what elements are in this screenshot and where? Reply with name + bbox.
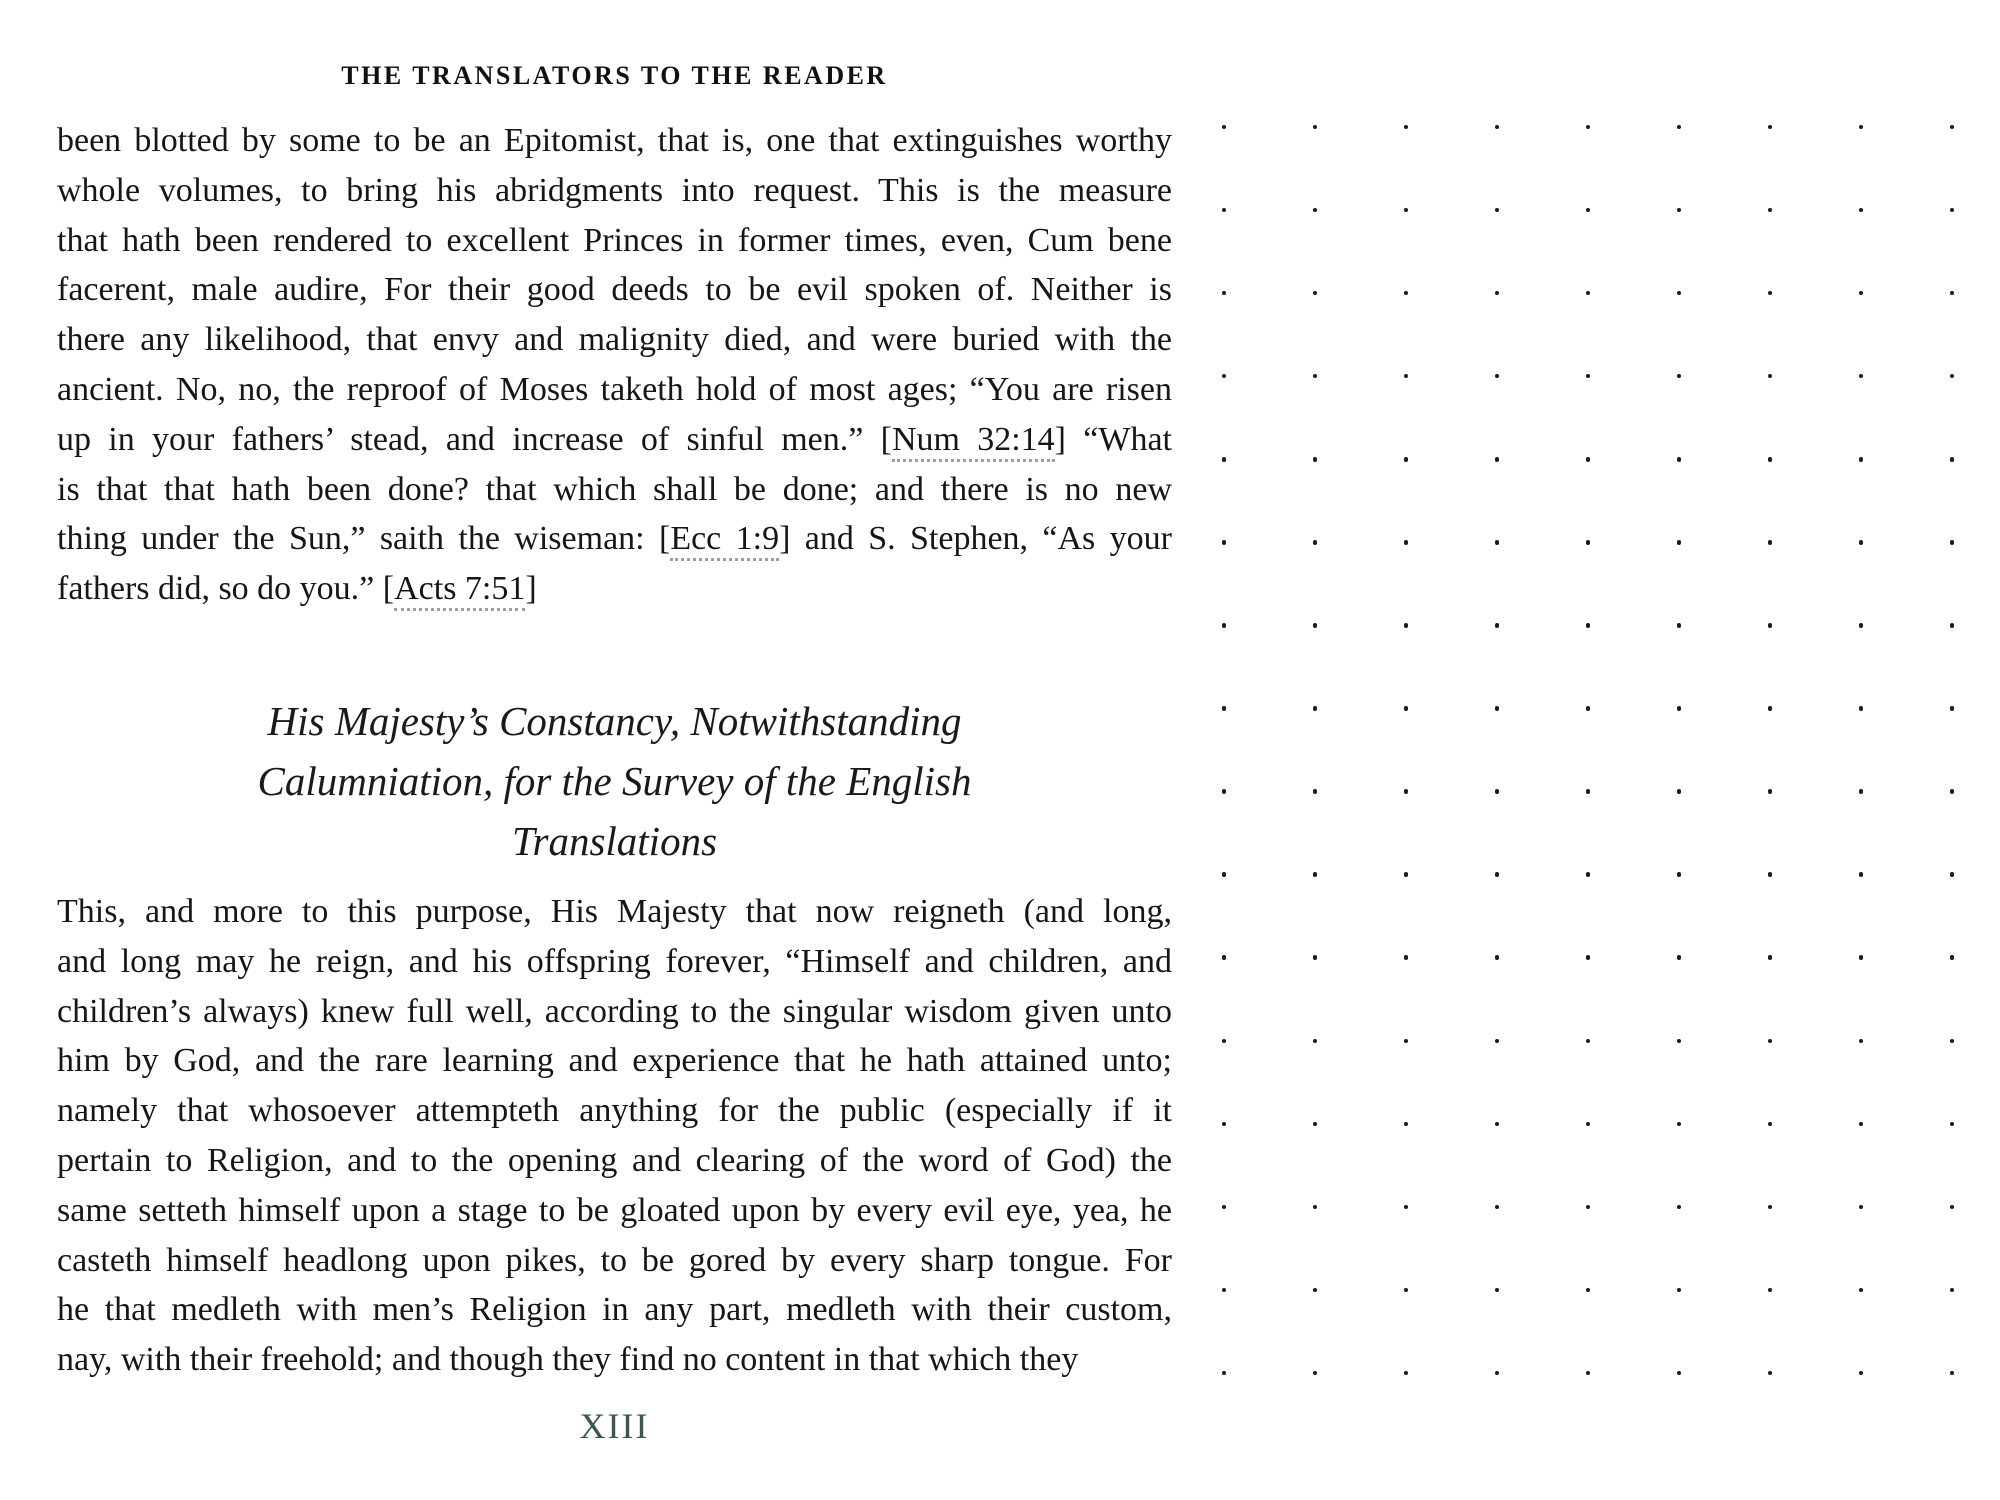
dot: [1768, 623, 1773, 628]
dot: [1404, 872, 1409, 877]
dot: [1586, 872, 1591, 877]
text-line: whole volumes, to bring his abridgments into request. This is the measure: [57, 171, 1172, 209]
text-line: facerent, male audire, For their good deeds to be evil spoken of. Neither is: [57, 271, 1172, 309]
dot: [1495, 1205, 1500, 1210]
dot: [1950, 789, 1955, 794]
dot: [1950, 125, 1955, 130]
dot: [1404, 540, 1409, 545]
dot: [1404, 208, 1409, 213]
dot: [1586, 1039, 1591, 1044]
scripture-ref-link[interactable]: Ecc 1:9: [670, 520, 779, 561]
dot: [1859, 872, 1864, 877]
dot: [1677, 872, 1682, 877]
dot: [1222, 1039, 1227, 1044]
dot: [1950, 706, 1955, 711]
dot: [1859, 457, 1864, 462]
scripture-ref-link[interactable]: Num 32:14: [892, 421, 1055, 462]
dot: [1677, 291, 1682, 296]
section-heading-line: Calumniation, for the Survey of the English: [257, 758, 972, 804]
dot: [1313, 1288, 1318, 1293]
dot: [1404, 706, 1409, 711]
dot: [1586, 208, 1591, 213]
dot: [1313, 706, 1318, 711]
text-line: namely that whosoever attempteth anything for the public (especially if it: [57, 1092, 1172, 1130]
dot: [1950, 540, 1955, 545]
section-heading: [57, 691, 1172, 871]
dot: [1313, 291, 1318, 296]
dot: [1222, 955, 1227, 960]
dot: [1586, 789, 1591, 794]
dot: [1586, 125, 1591, 130]
dot: [1859, 1039, 1864, 1044]
dot: [1404, 374, 1409, 379]
dot: [1950, 955, 1955, 960]
dot: [1768, 125, 1773, 130]
dot: [1495, 457, 1500, 462]
dot: [1950, 208, 1955, 213]
text-line: been blotted by some to be an Epitomist, that is, one that extinguishes worthy: [57, 122, 1172, 159]
dot: [1950, 1371, 1955, 1376]
dot: [1768, 540, 1773, 545]
dot: [1768, 208, 1773, 213]
dot: [1404, 1205, 1409, 1210]
dot: [1586, 291, 1591, 296]
dot: [1677, 706, 1682, 711]
dot: [1768, 1039, 1773, 1044]
dot: [1495, 872, 1500, 877]
dot: [1677, 374, 1682, 379]
dot: [1586, 955, 1591, 960]
dot: [1222, 125, 1227, 130]
dot: [1313, 1371, 1318, 1376]
dot: [1495, 1371, 1500, 1376]
dot: [1859, 125, 1864, 130]
dot: [1222, 1288, 1227, 1293]
dot: [1495, 291, 1500, 296]
dot: [1859, 374, 1864, 379]
dot: [1768, 1205, 1773, 1210]
dot: [1495, 540, 1500, 545]
text-line: him by God, and the rare learning and experience that he hath attained unto;: [57, 1042, 1172, 1080]
text-line: fathers did, so do you.” [Acts 7:51]: [57, 564, 1172, 614]
dot: [1222, 540, 1227, 545]
dot: [1404, 1122, 1409, 1127]
dot: [1404, 1288, 1409, 1293]
dot: [1768, 872, 1773, 877]
dot: [1495, 955, 1500, 960]
dot: [1677, 623, 1682, 628]
dot: [1495, 1122, 1500, 1127]
dot: [1313, 1205, 1318, 1210]
dot: [1313, 955, 1318, 960]
dot: [1313, 872, 1318, 877]
dot: [1859, 1205, 1864, 1210]
text-column: [57, 0, 1172, 1500]
text-line: ancient. No, no, the reproof of Moses taketh hold of most ages; “You are risen: [57, 370, 1172, 408]
dot: [1586, 1288, 1591, 1293]
dot: [1313, 789, 1318, 794]
dot: [1313, 125, 1318, 130]
dot: [1313, 623, 1318, 628]
dot: [1859, 1122, 1864, 1127]
text-line: is that that hath been done? that which shall be done; and there is no new: [57, 470, 1172, 508]
dot: [1495, 623, 1500, 628]
dot: [1313, 457, 1318, 462]
dot: [1859, 623, 1864, 628]
paragraph-1: [57, 116, 1172, 614]
dot: [1677, 1288, 1682, 1293]
dot: [1950, 457, 1955, 462]
dot: [1586, 540, 1591, 545]
dot: [1859, 208, 1864, 213]
dot: [1404, 955, 1409, 960]
dot: [1768, 374, 1773, 379]
dot: [1950, 623, 1955, 628]
dot: [1222, 1205, 1227, 1210]
text-line: up in your fathers’ stead, and increase of sinful men.” [Num 32:14] “What: [57, 415, 1172, 465]
section-heading-line: Translations: [511, 818, 718, 864]
paragraph-2: [57, 887, 1172, 1385]
dot: [1586, 1122, 1591, 1127]
dot: [1677, 125, 1682, 130]
dot: [1404, 125, 1409, 130]
dot: [1768, 789, 1773, 794]
dot: [1950, 872, 1955, 877]
dot: [1859, 1288, 1864, 1293]
dot: [1313, 540, 1318, 545]
dot: [1404, 457, 1409, 462]
dot: [1677, 1371, 1682, 1376]
dot: [1768, 706, 1773, 711]
dot: [1222, 1122, 1227, 1127]
dot: [1859, 1371, 1864, 1376]
dot: [1222, 706, 1227, 711]
dot: [1768, 955, 1773, 960]
dot: [1768, 457, 1773, 462]
dot: [1404, 291, 1409, 296]
dot: [1677, 208, 1682, 213]
dot: [1677, 955, 1682, 960]
text-line: This, and more to this purpose, His Majesty that now reigneth (and long,: [57, 893, 1172, 930]
dot: [1677, 1205, 1682, 1210]
dot: [1404, 789, 1409, 794]
dot: [1495, 706, 1500, 711]
dot: [1677, 789, 1682, 794]
dot: [1222, 457, 1227, 462]
dot: [1495, 208, 1500, 213]
dot: [1586, 457, 1591, 462]
text-line: pertain to Religion, and to the opening and clearing of the word of God) the: [57, 1141, 1172, 1179]
dot: [1404, 1039, 1409, 1044]
dot: [1404, 623, 1409, 628]
dot: [1950, 1205, 1955, 1210]
running-header: THE TRANSLATORS TO THE READER: [341, 61, 888, 90]
dot: [1313, 1039, 1318, 1044]
dot: [1950, 374, 1955, 379]
text-line: children’s always) knew full well, according to the singular wisdom given unto: [57, 992, 1172, 1030]
dot: [1859, 291, 1864, 296]
text-line: and long may he reign, and his offspring forever, “Himself and children, and: [57, 942, 1172, 980]
dot: [1950, 1039, 1955, 1044]
dot: [1859, 540, 1864, 545]
dot: [1495, 374, 1500, 379]
dot: [1768, 1288, 1773, 1293]
text-line: casteth himself headlong upon pikes, to be gored by every sharp tongue. For: [57, 1241, 1172, 1279]
dot: [1859, 789, 1864, 794]
dot: [1495, 125, 1500, 130]
dot: [1222, 623, 1227, 628]
text-line: nay, with their freehold; and though they find no content in that which they: [57, 1341, 1079, 1379]
dot: [1404, 1371, 1409, 1376]
text-line: same setteth himself upon a stage to be gloated upon by every evil eye, yea, he: [57, 1191, 1172, 1229]
dot: [1313, 374, 1318, 379]
text-line: he that medleth with men’s Religion in any part, medleth with their custom,: [57, 1291, 1172, 1329]
dot: [1586, 623, 1591, 628]
dot: [1222, 789, 1227, 794]
dot: [1677, 457, 1682, 462]
dot: [1677, 1122, 1682, 1127]
dot: [1677, 540, 1682, 545]
text-line: that hath been rendered to excellent Princes in former times, even, Cum bene: [57, 221, 1172, 259]
text-line: there any likelihood, that envy and malignity died, and were buried with the: [57, 321, 1172, 359]
dot: [1586, 706, 1591, 711]
dot: [1586, 374, 1591, 379]
dot: [1313, 208, 1318, 213]
dot: [1586, 1205, 1591, 1210]
dot: [1222, 1371, 1227, 1376]
dot: [1222, 872, 1227, 877]
dot: [1495, 1288, 1500, 1293]
dot: [1586, 1371, 1591, 1376]
dot: [1495, 789, 1500, 794]
dot: [1859, 706, 1864, 711]
dot: [1495, 1039, 1500, 1044]
dot: [1222, 291, 1227, 296]
section-heading-line: His Majesty’s Constancy, Notwithstanding: [267, 698, 962, 744]
dot: [1222, 374, 1227, 379]
dot: [1859, 955, 1864, 960]
page-number: XIII: [579, 1406, 650, 1446]
text-line: thing under the Sun,” saith the wiseman: [Ecc 1:9] and S. Stephen, “As your: [57, 514, 1172, 564]
dot: [1677, 1039, 1682, 1044]
dot: [1313, 1122, 1318, 1127]
dot: [1768, 1371, 1773, 1376]
dot: [1768, 1122, 1773, 1127]
dot: [1768, 291, 1773, 296]
dot: [1950, 291, 1955, 296]
dot: [1950, 1122, 1955, 1127]
dot: [1222, 208, 1227, 213]
dot: [1950, 1288, 1955, 1293]
scripture-ref-link[interactable]: Acts 7:51: [394, 570, 525, 611]
